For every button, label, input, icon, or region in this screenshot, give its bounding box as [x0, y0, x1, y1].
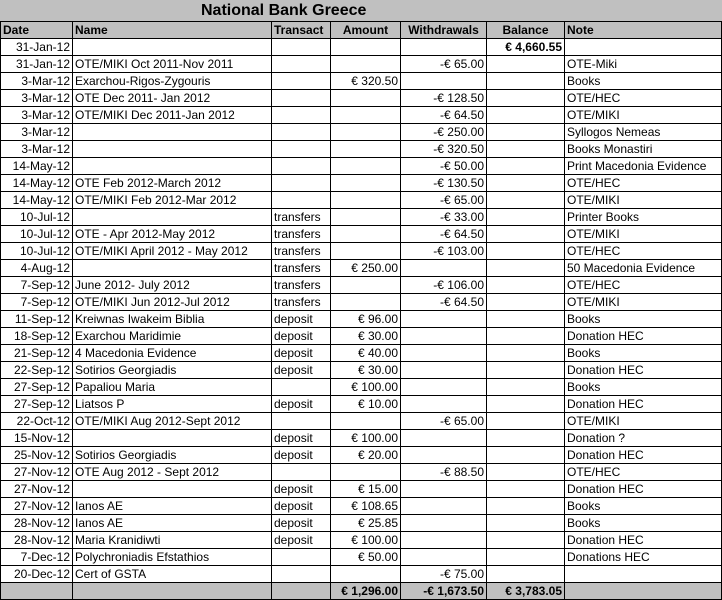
cell-withdrawals[interactable]: -€ 88.50 — [401, 464, 487, 481]
cell-balance[interactable] — [487, 141, 565, 158]
header-name[interactable]: Name — [73, 22, 272, 39]
cell-name[interactable]: Exarchou-Rigos-Zygouris — [73, 73, 272, 90]
cell-balance[interactable] — [487, 430, 565, 447]
cell-balance[interactable] — [487, 260, 565, 277]
cell-withdrawals[interactable]: -€ 130.50 — [401, 175, 487, 192]
cell-transact[interactable] — [272, 39, 331, 56]
cell-note[interactable]: OTE/MIKI — [565, 107, 722, 124]
cell-amount[interactable] — [331, 141, 401, 158]
cell-withdrawals[interactable]: -€ 64.50 — [401, 226, 487, 243]
table-row — [1, 73, 722, 90]
table-row — [1, 413, 722, 430]
cell-withdrawals[interactable] — [401, 311, 487, 328]
table-row — [1, 549, 722, 566]
cell-date[interactable]: 22-Oct-12 — [1, 413, 73, 430]
cell-name[interactable]: Polychroniadis Efstathios — [73, 549, 272, 566]
cell-balance[interactable] — [487, 515, 565, 532]
cell-name[interactable]: OTE Feb 2012-March 2012 — [73, 175, 272, 192]
table-row — [1, 226, 722, 243]
cell-withdrawals[interactable] — [401, 345, 487, 362]
cell-amount[interactable] — [331, 90, 401, 107]
table-row — [1, 481, 722, 498]
cell-transact[interactable] — [272, 141, 331, 158]
cell-name[interactable]: OTE/MIKI Dec 2011-Jan 2012 — [73, 107, 272, 124]
totals-blank-date[interactable] — [1, 583, 73, 600]
cell-balance[interactable] — [487, 56, 565, 73]
cell-transact[interactable]: transfers — [272, 277, 331, 294]
cell-name[interactable] — [73, 481, 272, 498]
cell-transact[interactable] — [272, 566, 331, 583]
cell-balance[interactable] — [487, 277, 565, 294]
cell-amount[interactable]: € 100.00 — [331, 532, 401, 549]
header-withdrawals[interactable]: Withdrawals — [401, 22, 487, 39]
cell-note[interactable]: Books — [565, 345, 722, 362]
cell-date[interactable]: 28-Nov-12 — [1, 515, 73, 532]
cell-amount[interactable]: € 100.00 — [331, 430, 401, 447]
cell-date[interactable]: 14-May-12 — [1, 175, 73, 192]
cell-date[interactable]: 3-Mar-12 — [1, 107, 73, 124]
cell-amount[interactable]: € 30.00 — [331, 362, 401, 379]
cell-balance[interactable] — [487, 175, 565, 192]
cell-balance[interactable] — [487, 243, 565, 260]
cell-withdrawals[interactable] — [401, 498, 487, 515]
cell-amount[interactable] — [331, 464, 401, 481]
cell-date[interactable]: 10-Jul-12 — [1, 243, 73, 260]
cell-date[interactable]: 3-Mar-12 — [1, 73, 73, 90]
cell-amount[interactable] — [331, 124, 401, 141]
cell-balance[interactable] — [487, 396, 565, 413]
cell-date[interactable]: 27-Sep-12 — [1, 396, 73, 413]
table-row — [1, 277, 722, 294]
cell-name[interactable] — [73, 39, 272, 56]
cell-balance[interactable] — [487, 362, 565, 379]
cell-note[interactable]: Donation HEC — [565, 532, 722, 549]
cell-transact[interactable]: deposit — [272, 498, 331, 515]
cell-name[interactable]: Sotirios Georgiadis — [73, 362, 272, 379]
cell-balance[interactable]: € 4,660.55 — [487, 39, 565, 56]
cell-note[interactable]: Books — [565, 379, 722, 396]
header-transact[interactable]: Transact — [272, 22, 331, 39]
table-row — [1, 447, 722, 464]
table-row — [1, 532, 722, 549]
cell-note[interactable]: Donation HEC — [565, 396, 722, 413]
table-row — [1, 141, 722, 158]
cell-withdrawals[interactable]: -€ 65.00 — [401, 192, 487, 209]
cell-withdrawals[interactable] — [401, 549, 487, 566]
cell-amount[interactable]: € 15.00 — [331, 481, 401, 498]
total-amount[interactable]: € 1,296.00 — [331, 583, 401, 600]
cell-name[interactable]: OTE Dec 2011- Jan 2012 — [73, 90, 272, 107]
ledger-table — [0, 21, 722, 600]
totals-blank-note[interactable] — [565, 583, 722, 600]
cell-date[interactable]: 31-Jan-12 — [1, 39, 73, 56]
cell-note[interactable]: OTE/HEC — [565, 243, 722, 260]
table-row — [1, 90, 722, 107]
table-row — [1, 39, 722, 56]
cell-date[interactable]: 7-Dec-12 — [1, 549, 73, 566]
cell-date[interactable]: 27-Nov-12 — [1, 481, 73, 498]
cell-amount[interactable]: € 40.00 — [331, 345, 401, 362]
cell-withdrawals[interactable]: -€ 75.00 — [401, 566, 487, 583]
cell-balance[interactable] — [487, 124, 565, 141]
cell-name[interactable]: June 2012- July 2012 — [73, 277, 272, 294]
cell-note[interactable]: Donation HEC — [565, 328, 722, 345]
cell-note[interactable]: Books Monastiri — [565, 141, 722, 158]
cell-note[interactable]: OTE/HEC — [565, 90, 722, 107]
cell-balance[interactable] — [487, 464, 565, 481]
cell-note[interactable]: OTE/MIKI — [565, 192, 722, 209]
cell-name[interactable]: Kreiwnas Iwakeim Biblia — [73, 311, 272, 328]
cell-balance[interactable] — [487, 566, 565, 583]
cell-withdrawals[interactable]: -€ 65.00 — [401, 56, 487, 73]
cell-withdrawals[interactable] — [401, 396, 487, 413]
cell-amount[interactable] — [331, 56, 401, 73]
cell-name[interactable] — [73, 260, 272, 277]
cell-amount[interactable]: € 30.00 — [331, 328, 401, 345]
table-row — [1, 311, 722, 328]
cell-withdrawals[interactable] — [401, 39, 487, 56]
cell-name[interactable]: OTE - Apr 2012-May 2012 — [73, 226, 272, 243]
cell-date[interactable]: 7-Sep-12 — [1, 294, 73, 311]
header-date[interactable]: Date — [1, 22, 73, 39]
header-amount[interactable]: Amount — [331, 22, 401, 39]
cell-transact[interactable]: deposit — [272, 345, 331, 362]
cell-balance[interactable] — [487, 73, 565, 90]
cell-name[interactable]: OTE/MIKI April 2012 - May 2012 — [73, 243, 272, 260]
cell-withdrawals[interactable] — [401, 328, 487, 345]
cell-date[interactable]: 20-Dec-12 — [1, 566, 73, 583]
cell-note[interactable]: Books — [565, 73, 722, 90]
cell-amount[interactable]: € 250.00 — [331, 260, 401, 277]
cell-note[interactable]: Books — [565, 311, 722, 328]
totals-blank-transact[interactable] — [272, 583, 331, 600]
table-row — [1, 345, 722, 362]
cell-note[interactable]: Print Macedonia Evidence — [565, 158, 722, 175]
cell-note[interactable]: OTE/MIKI — [565, 294, 722, 311]
cell-transact[interactable]: transfers — [272, 294, 331, 311]
cell-date[interactable]: 3-Mar-12 — [1, 90, 73, 107]
cell-withdrawals[interactable] — [401, 447, 487, 464]
cell-date[interactable]: 10-Jul-12 — [1, 209, 73, 226]
cell-name[interactable] — [73, 209, 272, 226]
cell-note[interactable]: Syllogos Nemeas — [565, 124, 722, 141]
cell-note[interactable]: Printer Books — [565, 209, 722, 226]
cell-name[interactable] — [73, 141, 272, 158]
cell-amount[interactable] — [331, 413, 401, 430]
cell-amount[interactable] — [331, 294, 401, 311]
table-row — [1, 56, 722, 73]
table-row — [1, 566, 722, 583]
cell-amount[interactable] — [331, 175, 401, 192]
cell-withdrawals[interactable]: -€ 320.50 — [401, 141, 487, 158]
cell-note[interactable]: Books — [565, 515, 722, 532]
header-balance[interactable]: Balance — [487, 22, 565, 39]
cell-transact[interactable]: deposit — [272, 396, 331, 413]
table-row — [1, 260, 722, 277]
cell-transact[interactable] — [272, 73, 331, 90]
cell-date[interactable]: 14-May-12 — [1, 158, 73, 175]
cell-transact[interactable] — [272, 549, 331, 566]
cell-transact[interactable] — [272, 379, 331, 396]
table-row — [1, 498, 722, 515]
cell-note[interactable]: OTE-Miki — [565, 56, 722, 73]
table-row — [1, 515, 722, 532]
cell-name[interactable]: Cert of GSTA — [73, 566, 272, 583]
table-row — [1, 430, 722, 447]
cell-withdrawals[interactable]: -€ 65.00 — [401, 413, 487, 430]
cell-date[interactable]: 4-Aug-12 — [1, 260, 73, 277]
cell-balance[interactable] — [487, 413, 565, 430]
totals-row — [1, 583, 722, 600]
cell-date[interactable]: 27-Nov-12 — [1, 498, 73, 515]
cell-note[interactable]: Books — [565, 498, 722, 515]
cell-name[interactable]: 4 Macedonia Evidence — [73, 345, 272, 362]
total-withdrawals[interactable]: -€ 1,673.50 — [401, 583, 487, 600]
cell-name[interactable]: OTE/MIKI Oct 2011-Nov 2011 — [73, 56, 272, 73]
table-row — [1, 396, 722, 413]
cell-amount[interactable] — [331, 209, 401, 226]
cell-transact[interactable]: deposit — [272, 430, 331, 447]
cell-date[interactable]: 3-Mar-12 — [1, 141, 73, 158]
cell-date[interactable]: 10-Jul-12 — [1, 226, 73, 243]
cell-amount[interactable] — [331, 277, 401, 294]
cell-date[interactable]: 25-Nov-12 — [1, 447, 73, 464]
cell-note[interactable]: OTE/MIKI — [565, 226, 722, 243]
cell-name[interactable]: OTE Aug 2012 - Sept 2012 — [73, 464, 272, 481]
cell-amount[interactable]: € 25.85 — [331, 515, 401, 532]
sheet-title: National Bank Greece — [201, 2, 367, 19]
cell-date[interactable]: 27-Nov-12 — [1, 464, 73, 481]
cell-balance[interactable] — [487, 107, 565, 124]
cell-transact[interactable]: deposit — [272, 311, 331, 328]
cell-amount[interactable] — [331, 566, 401, 583]
cell-transact[interactable] — [272, 175, 331, 192]
cell-name[interactable] — [73, 430, 272, 447]
cell-note[interactable]: OTE/MIKI — [565, 413, 722, 430]
cell-balance[interactable] — [487, 90, 565, 107]
cell-transact[interactable]: deposit — [272, 532, 331, 549]
table-row — [1, 124, 722, 141]
cell-withdrawals[interactable] — [401, 73, 487, 90]
cell-name[interactable]: Sotirios Georgiadis — [73, 447, 272, 464]
cell-note[interactable] — [565, 566, 722, 583]
cell-date[interactable]: 7-Sep-12 — [1, 277, 73, 294]
cell-transact[interactable] — [272, 90, 331, 107]
cell-transact[interactable]: deposit — [272, 447, 331, 464]
cell-withdrawals[interactable] — [401, 379, 487, 396]
table-row — [1, 175, 722, 192]
cell-transact[interactable]: deposit — [272, 481, 331, 498]
cell-note[interactable]: OTE/HEC — [565, 277, 722, 294]
cell-transact[interactable] — [272, 107, 331, 124]
cell-transact[interactable]: transfers — [272, 209, 331, 226]
header-row — [1, 22, 722, 39]
cell-date[interactable]: 21-Sep-12 — [1, 345, 73, 362]
cell-amount[interactable]: € 96.00 — [331, 311, 401, 328]
cell-name[interactable]: Ianos AE — [73, 498, 272, 515]
cell-amount[interactable] — [331, 39, 401, 56]
cell-withdrawals[interactable]: -€ 64.50 — [401, 294, 487, 311]
cell-note[interactable]: OTE/HEC — [565, 175, 722, 192]
cell-amount[interactable]: € 10.00 — [331, 396, 401, 413]
cell-transact[interactable] — [272, 56, 331, 73]
cell-date[interactable]: 18-Sep-12 — [1, 328, 73, 345]
table-row — [1, 294, 722, 311]
cell-date[interactable]: 31-Jan-12 — [1, 56, 73, 73]
cell-transact[interactable]: deposit — [272, 328, 331, 345]
cell-name[interactable]: Exarchou Maridimie — [73, 328, 272, 345]
cell-withdrawals[interactable]: -€ 50.00 — [401, 158, 487, 175]
cell-note[interactable]: Donations HEC — [565, 549, 722, 566]
cell-note[interactable]: Donation HEC — [565, 362, 722, 379]
table-row — [1, 328, 722, 345]
cell-balance[interactable] — [487, 345, 565, 362]
cell-name[interactable]: Liatsos P — [73, 396, 272, 413]
cell-balance[interactable] — [487, 328, 565, 345]
table-row — [1, 379, 722, 396]
table-row — [1, 192, 722, 209]
table-row — [1, 158, 722, 175]
cell-name[interactable]: Maria Kranidiwti — [73, 532, 272, 549]
cell-balance[interactable] — [487, 447, 565, 464]
cell-note[interactable]: Donation HEC — [565, 447, 722, 464]
cell-transact[interactable] — [272, 124, 331, 141]
cell-transact[interactable] — [272, 158, 331, 175]
title-bar — [0, 0, 722, 21]
cell-balance[interactable] — [487, 549, 565, 566]
cell-date[interactable]: 15-Nov-12 — [1, 430, 73, 447]
cell-withdrawals[interactable] — [401, 260, 487, 277]
cell-balance[interactable] — [487, 192, 565, 209]
cell-name[interactable]: OTE/MIKI Jun 2012-Jul 2012 — [73, 294, 272, 311]
cell-withdrawals[interactable]: -€ 33.00 — [401, 209, 487, 226]
totals-blank-name[interactable] — [73, 583, 272, 600]
cell-name[interactable]: OTE/MIKI Feb 2012-Mar 2012 — [73, 192, 272, 209]
cell-transact[interactable] — [272, 413, 331, 430]
cell-withdrawals[interactable] — [401, 362, 487, 379]
cell-withdrawals[interactable]: -€ 103.00 — [401, 243, 487, 260]
cell-amount[interactable]: € 20.00 — [331, 447, 401, 464]
cell-note[interactable] — [565, 39, 722, 56]
cell-amount[interactable] — [331, 158, 401, 175]
cell-name[interactable]: Ianos AE — [73, 515, 272, 532]
cell-name[interactable] — [73, 124, 272, 141]
cell-balance[interactable] — [487, 226, 565, 243]
cell-withdrawals[interactable] — [401, 430, 487, 447]
cell-date[interactable]: 28-Nov-12 — [1, 532, 73, 549]
table-row — [1, 107, 722, 124]
cell-amount[interactable] — [331, 243, 401, 260]
cell-balance[interactable] — [487, 498, 565, 515]
table-row — [1, 464, 722, 481]
cell-withdrawals[interactable]: -€ 64.50 — [401, 107, 487, 124]
cell-name[interactable] — [73, 158, 272, 175]
cell-balance[interactable] — [487, 158, 565, 175]
cell-date[interactable]: 11-Sep-12 — [1, 311, 73, 328]
cell-date[interactable]: 14-May-12 — [1, 192, 73, 209]
cell-withdrawals[interactable] — [401, 481, 487, 498]
cell-balance[interactable] — [487, 379, 565, 396]
cell-transact[interactable]: transfers — [272, 226, 331, 243]
cell-withdrawals[interactable]: -€ 106.00 — [401, 277, 487, 294]
cell-withdrawals[interactable] — [401, 515, 487, 532]
cell-amount[interactable] — [331, 226, 401, 243]
total-balance[interactable]: € 3,783.05 — [487, 583, 565, 600]
cell-transact[interactable]: deposit — [272, 362, 331, 379]
cell-amount[interactable]: € 320.50 — [331, 73, 401, 90]
cell-date[interactable]: 22-Sep-12 — [1, 362, 73, 379]
cell-amount[interactable] — [331, 107, 401, 124]
cell-date[interactable]: 27-Sep-12 — [1, 379, 73, 396]
cell-note[interactable]: Donation HEC — [565, 481, 722, 498]
cell-withdrawals[interactable]: -€ 250.00 — [401, 124, 487, 141]
cell-balance[interactable] — [487, 294, 565, 311]
cell-transact[interactable] — [272, 192, 331, 209]
cell-amount[interactable] — [331, 192, 401, 209]
cell-balance[interactable] — [487, 481, 565, 498]
cell-withdrawals[interactable]: -€ 128.50 — [401, 90, 487, 107]
cell-note[interactable]: Donation ? — [565, 430, 722, 447]
cell-balance[interactable] — [487, 311, 565, 328]
cell-withdrawals[interactable] — [401, 532, 487, 549]
table-row — [1, 362, 722, 379]
cell-amount[interactable]: € 50.00 — [331, 549, 401, 566]
cell-name[interactable]: Papaliou Maria — [73, 379, 272, 396]
cell-transact[interactable]: transfers — [272, 243, 331, 260]
table-row — [1, 209, 722, 226]
table-row — [1, 243, 722, 260]
cell-transact[interactable]: transfers — [272, 260, 331, 277]
cell-transact[interactable] — [272, 464, 331, 481]
cell-transact[interactable]: deposit — [272, 515, 331, 532]
cell-date[interactable]: 3-Mar-12 — [1, 124, 73, 141]
header-note[interactable]: Note — [565, 22, 722, 39]
cell-note[interactable]: 50 Macedonia Evidence — [565, 260, 722, 277]
cell-amount[interactable]: € 100.00 — [331, 379, 401, 396]
cell-amount[interactable]: € 108.65 — [331, 498, 401, 515]
cell-note[interactable]: OTE/HEC — [565, 464, 722, 481]
cell-name[interactable]: OTE/MIKI Aug 2012-Sept 2012 — [73, 413, 272, 430]
cell-balance[interactable] — [487, 532, 565, 549]
cell-balance[interactable] — [487, 209, 565, 226]
